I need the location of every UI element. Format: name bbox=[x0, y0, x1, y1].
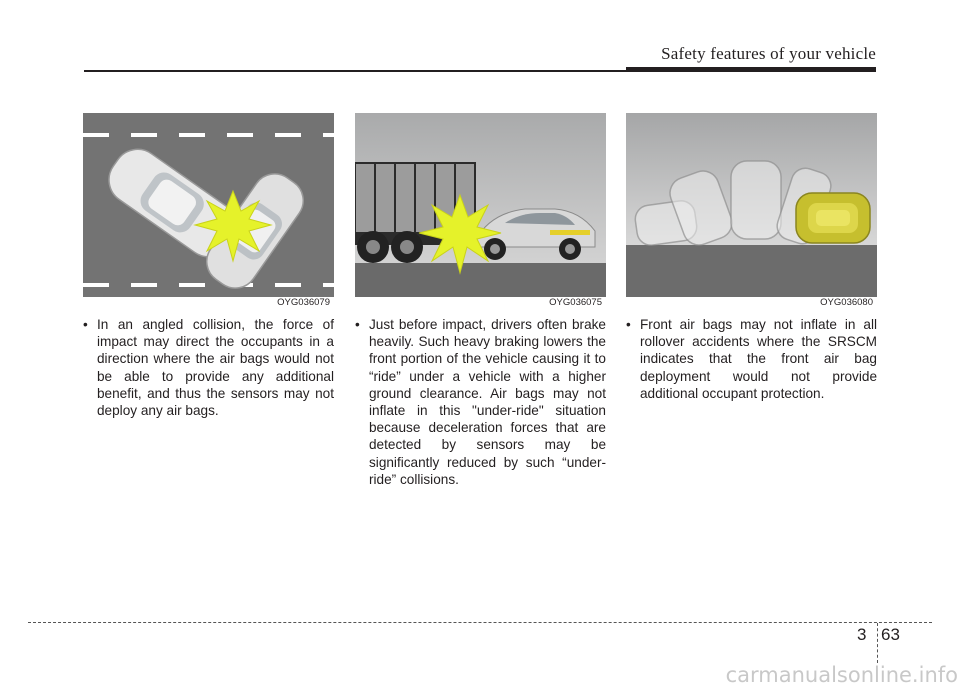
bullet-text: Just before impact, drivers often brake heavily. Such heavy braking lowers the front portion of the vehicle causing it to “ride” under a vehicle with a higher ground clearance. Air bags may not inflate in this "under-ride" situation because deceleration forces that are detected by sensors may be significantly reduced by such “under-ride” collisions. bbox=[369, 317, 606, 487]
footer-rule bbox=[28, 622, 932, 623]
figure-angled-collision bbox=[83, 113, 334, 309]
under-ride-illustration bbox=[355, 113, 606, 309]
watermark: carmanualsonline.info bbox=[725, 663, 958, 687]
bullet-item bbox=[355, 316, 606, 488]
header-title: Safety features of your vehicle bbox=[661, 44, 876, 63]
angled-collision-illustration bbox=[83, 113, 334, 309]
figure-rollover bbox=[626, 113, 877, 309]
column-1 bbox=[83, 113, 334, 419]
column-3 bbox=[626, 113, 877, 402]
bullet-item bbox=[626, 316, 877, 402]
bullet-text: Front air bags may not inflate in all rollover accidents where the SRSCM indicates that the front air bag deployment would not provide additional occupant protection. bbox=[640, 317, 877, 401]
column-2 bbox=[355, 113, 606, 488]
rollover-illustration bbox=[626, 113, 877, 309]
bullet-icon: • bbox=[626, 317, 631, 332]
figure-code: OYG036080 bbox=[820, 297, 873, 308]
bullet-item bbox=[83, 316, 334, 419]
bullet-icon: • bbox=[355, 317, 360, 332]
figure-under-ride bbox=[355, 113, 606, 309]
header-rule-accent bbox=[626, 67, 876, 72]
page-number: 63 bbox=[881, 625, 900, 644]
footer-divider bbox=[877, 623, 878, 663]
figure-code: OYG036079 bbox=[277, 297, 330, 308]
bullet-text: In an angled collision, the force of impact may direct the occupants in a direction where the air bags would not be able to provide any additional benefit, and thus the sensors may not deploy any air bags. bbox=[97, 317, 334, 419]
figure-code: OYG036075 bbox=[549, 297, 602, 308]
chapter-number: 3 bbox=[857, 625, 867, 644]
bullet-icon: • bbox=[83, 317, 88, 332]
